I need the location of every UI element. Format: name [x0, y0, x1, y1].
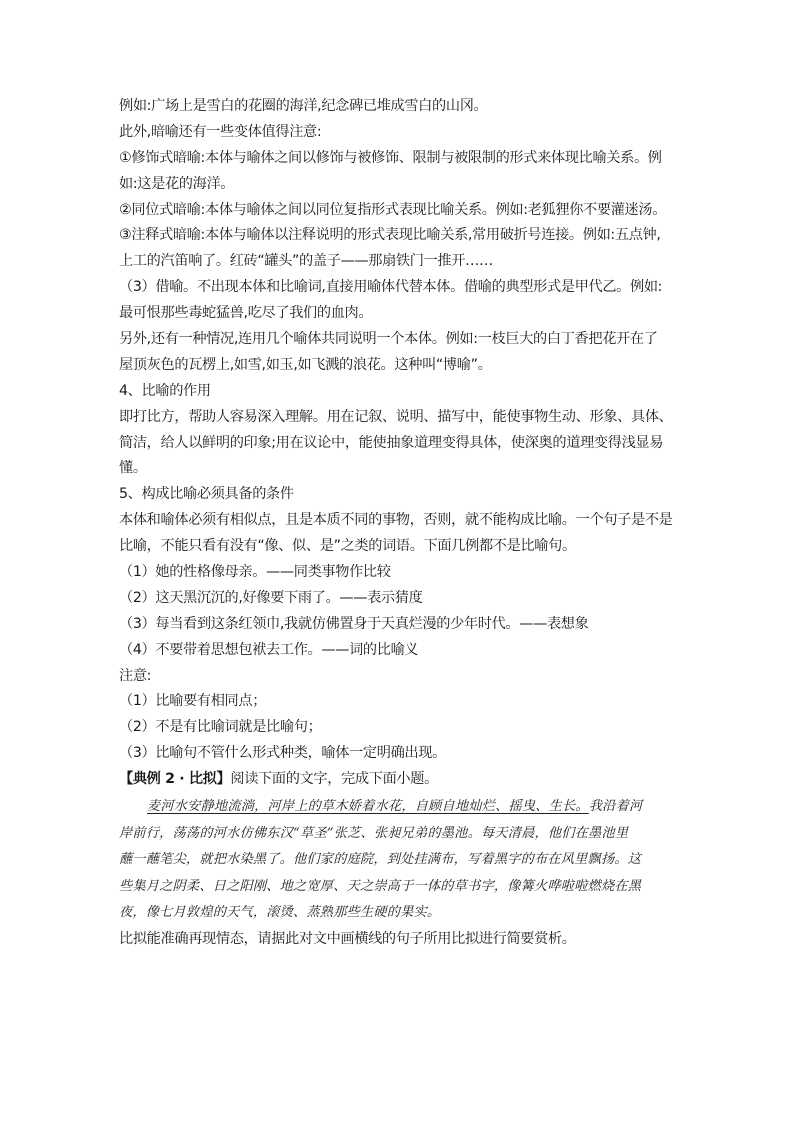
passage-line: 蘸一蘸笔尖，就把水染黑了。他们家的庭院，到处挂满布，写着黑字的布在风里飘扬。这 — [119, 852, 642, 868]
section-heading: 5、构成比喻必须具备的条件 — [119, 486, 294, 503]
text-line: 比喻，不能只看有没有“像、似、是”之类的词语。下面几例都不是比喻句。 — [119, 538, 576, 555]
text-line: 即打比方，帮助人容易深入理解。用在记叙、说明、描写中，能使事物生动、形象、具体、 — [119, 408, 673, 425]
text-body — [119, 94, 685, 793]
example-label: 【典例 2 · 比拟】 — [119, 771, 231, 788]
list-item: （3）每当看到这条红领巾,我就仿佛置身于天真烂漫的少年时代。——表想象 — [119, 615, 589, 632]
passage-line: 夜，像七月敦煌的天气，滚烫、蒸熟那些生硬的果实。 — [119, 905, 441, 921]
text-line: ②同位式暗喻:本体与喻体之间以同位复指形式表现比喻关系。例如:老狐狸你不要灌迷汤。 — [119, 201, 667, 218]
text-line: 另外,还有一种情况,连用几个喻体共同说明一个本体。例如:一枝巨大的白丁香把花开在了 — [119, 331, 658, 348]
list-item: （3）比喻句不管什么形式种类，喻体一定明确出现。 — [119, 745, 446, 762]
text-line: 懂。 — [119, 460, 147, 477]
example-heading — [119, 767, 685, 793]
list-item: （1）她的性格像母亲。——同类事物作比较 — [119, 564, 391, 581]
list-item: （2）不是有比喻词就是比喻句； — [119, 719, 322, 736]
text-line: 屋顶灰色的瓦楞上,如雪,如玉,如飞溅的浪花。这种叫“博喻”。 — [119, 356, 492, 373]
passage-line — [119, 794, 685, 821]
text-line: 本体和喻体必须有相似点，且是本质不同的事物，否则，就不能构成比喻。一个句子是不是 — [119, 512, 673, 529]
document-page — [119, 94, 685, 953]
passage-text: 我沿着河 — [588, 799, 643, 815]
reading-passage — [119, 794, 685, 927]
text-line: ③注释式暗喻:本体与喻体以注释说明的形式表现比喻关系,常用破折号连接。例如:五点钟, — [119, 227, 661, 244]
text-line: （3）借喻。不出现本体和比喻词,直接用喻体代替本体。借喻的典型形式是甲代乙。例如: — [119, 279, 663, 296]
passage-line: 岸前行，荡荡的河水仿佛东汉“草圣”张芝、张昶兄弟的墨池。每天清晨，他们在墨池里 — [119, 825, 629, 841]
text-line: 如:这是花的海洋。 — [119, 175, 235, 192]
text-line: 简洁，给人以鲜明的印象;用在议论中，能使抽象道理变得具体，使深奥的道理变得浅显易 — [119, 434, 664, 451]
list-item: （4）不要带着思想包袱去工作。——词的比喻义 — [119, 641, 419, 658]
section-heading: 4、比喻的作用 — [119, 382, 211, 399]
underlined-sentence: 麦河水安静地流淌，河岸上的草木娇着水花，自顾自地灿烂、摇曳、生长。 — [147, 799, 589, 815]
example-instruction: 阅读下面的文字，完成下面小题。 — [230, 771, 438, 788]
text-line: 上工的汽笛响了。红砖“罐头”的盖子——那扇铁门一推开…… — [119, 253, 493, 270]
text-line: 例如:广场上是雪白的花圈的海洋,纪念碑已堆成雪白的山冈。 — [119, 98, 488, 114]
text-line: 注意: — [119, 667, 152, 684]
question-text: 比拟能准确再现情态，请据此对文中画横线的句子所用比拟进行简要赏析。 — [119, 931, 576, 948]
list-item: （2）这天黑沉沉的,好像要下雨了。——表示猜度 — [119, 589, 423, 606]
text-line: 最可恨那些毒蛇猛兽,吃尽了我们的血肉。 — [119, 305, 373, 322]
text-line: 此外,暗喻还有一些变体值得注意: — [119, 123, 322, 140]
list-item: （1）比喻要有相同点； — [119, 693, 267, 710]
passage-line: 些集月之阴柔、日之阳刚、地之宽厚、天之崇高于一体的草书字，像篝火哗啦啦燃烧在黑 — [119, 878, 642, 894]
text-line: ①修饰式暗喻:本体与喻体之间以修饰与被修饰、限制与被限制的形式来体现比喻关系。例 — [119, 149, 662, 166]
